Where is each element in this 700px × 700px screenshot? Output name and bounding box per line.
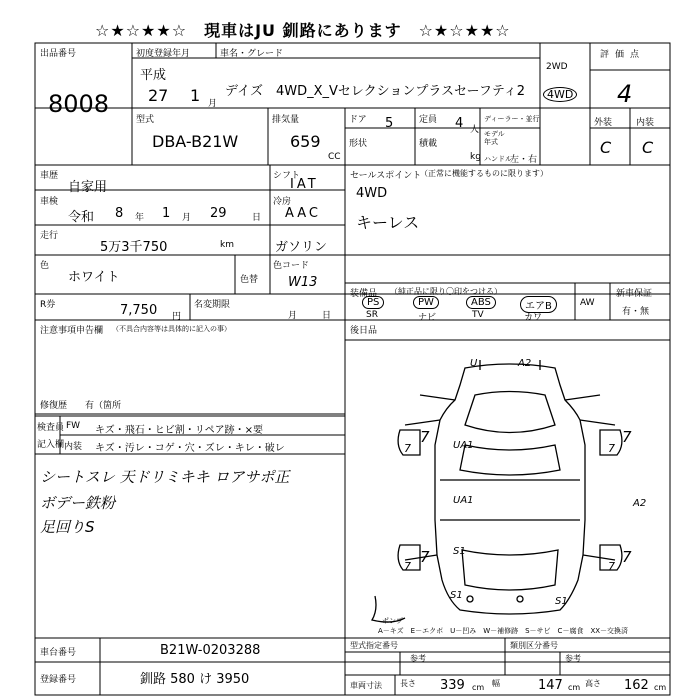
history-value: 自家用 [68,180,108,195]
inspection-day-unit: 日 [252,213,262,223]
inspection-month-unit: 月 [182,213,192,223]
inspector-label2: 記入欄 [37,440,65,450]
size-width: 147 [538,678,563,693]
doors-label: ドア [349,115,367,125]
registration-label: 初度登録年月 [136,49,191,59]
interior-value: C [642,138,654,157]
aircon-label: 冷房 [273,197,292,207]
capacity-value: 4 [455,116,464,131]
mileage-value: 5万3千750 [100,240,168,255]
class-value: 参考 [565,654,581,663]
size-length-label: 長さ [400,679,416,688]
car-name-value: デイズ 4WD_X_Vセレクションプラスセーフティ2 [225,84,526,99]
grade-label: 評価点 [600,50,646,60]
equipment-label: 装備品 [350,289,378,299]
diagram-mark: U [470,358,478,369]
size-width-unit: cm [568,683,581,692]
equip-alloy: カワ [524,313,543,323]
chassis-value: B21W-0203288 [160,643,261,658]
sales-line2: キーレス [356,213,420,232]
chassis-label: 車台番号 [40,648,77,658]
interior-label: 内装 [636,118,655,128]
displacement-value: 659 [290,132,321,151]
page-banner: ☆★☆★★☆ 現車はJU 釧路にあります ☆★☆★★☆ [95,21,511,40]
plate-label: 登録番号 [40,675,77,685]
diagram-mark: 7 [404,560,411,573]
model-value: DBA-B21W [152,132,239,151]
color-change-label: 色替 [240,275,259,285]
drive-4wd: 4WD [543,87,577,102]
spec-value: 参考 [410,654,426,663]
size-length-unit: cm [472,683,485,692]
equip-tv: TV [472,310,484,320]
car-diagram [372,360,622,622]
registration-month-unit: 月 [208,99,218,109]
diagram-mark: UA1 [453,440,474,451]
drive-2wd: 2WD [546,62,568,72]
inspector-row2: キズ・汚レ・コゲ・穴・ズレ・キレ・破レ [95,443,285,454]
recycle-unit: 円 [172,312,182,322]
equip-sr: SR [366,310,378,320]
registration-month: 1 [190,86,201,105]
registration-year: 27 [148,86,169,105]
inspection-era: 令和 [68,210,95,225]
capacity-label: 定員 [419,115,438,125]
inspector-row2-head: 内装 [64,442,83,452]
inspector-label1: 検査員 [37,423,65,433]
load-unit: kg [470,152,481,162]
inspection-year: 8 [115,206,124,221]
inspector-row1-head: FW [66,421,81,431]
equip-aw: AW [580,298,595,308]
equipment-note: （純正品に限り〇印をつける） [390,287,502,296]
diagram-mark: 7 [622,548,632,566]
recycle-label: R券 [40,300,56,310]
color-code-value: W13 [288,275,318,290]
displacement-label: 排気量 [272,115,300,125]
diagram-mark: A2 [633,498,647,509]
equip-ps: PS [362,296,384,309]
tax-month: 月 [288,311,298,321]
mileage-label: 走行 [40,231,59,241]
aircon-value: AAC [285,206,321,221]
diagram-legend: A－キズ E－エクボ U－凹み W－補修跡 S－サビ C－腐食 XX－交換済 [378,627,629,635]
load-label: 積載 [419,139,438,149]
diagram-mark: S1 [555,596,568,607]
history-label: 車歴 [40,171,59,181]
diagram-mark: UA1 [453,495,474,506]
inspection-year-unit: 年 [135,213,145,223]
diagram-mark: 7 [420,428,430,446]
size-height-label: 高さ [585,679,601,688]
diagram-mark: 7 [608,560,615,573]
registration-era: 平成 [140,68,167,83]
size-length: 339 [440,678,465,693]
grade-value: 4 [617,80,633,108]
shift-value: IAT [290,177,319,192]
diagram-mark: 7 [608,442,615,455]
color-code-label: 色コード [273,261,310,271]
diagram-mark: S1 [450,590,463,601]
equip-abs: ABS [466,296,496,309]
tax-day: 日 [322,311,332,321]
handwritten-line1: シートスレ 天ドリミキキ ロアサポ正 [40,468,290,486]
rear-seat-label: 後日品 [350,326,378,336]
diagram-spare: ポンプ [382,617,403,625]
size-width-label: 幅 [492,679,500,688]
displacement-unit: CC [328,152,341,162]
tax-label: 名変期限 [194,300,231,310]
notes-sub: （不具合内容等は具体的に記入の事） [112,325,231,333]
size-label: 車両寸法 [350,681,382,690]
repair-value: 有（箇所 [85,401,122,411]
shape-label: 形状 [349,139,368,149]
spec-label: 型式指定番号 [350,641,398,650]
diagram-mark: 7 [404,442,411,455]
dealer-model-year: モデル 年式 [484,130,505,146]
inspection-label: 車検 [40,197,59,207]
shift-label: シフト [273,171,301,181]
dealer-handle-label: ハンドル [484,155,512,163]
diagram-mark: 7 [622,428,632,446]
dealer-label: ディーラー・並行 [484,115,540,123]
dealer-handle-value: 左・右 [510,155,538,165]
recycle-value: 7,750 [120,303,158,318]
equip-pw: PW [413,296,439,309]
manual-label: 新車保証 [616,289,653,299]
equip-airbag: エアB [520,296,557,313]
inspection-day: 29 [210,206,227,221]
manual-value: 有・無 [622,307,650,317]
plate-value: 釧路 580 け 3950 [140,672,250,687]
notes-label: 注意事項申告欄 [40,326,104,336]
diagram-mark: 7 [420,548,430,566]
color-value: ホワイト [68,270,120,285]
fuel-value: ガソリン [275,240,328,255]
handwritten-line2: ボデー鉄粉 [40,494,116,512]
size-height: 162 [624,678,649,693]
capacity-unit: 人 [470,125,480,135]
diagram-mark: S1 [453,546,466,557]
mileage-unit: km [220,240,234,250]
doors-value: 5 [385,116,394,131]
lot-label: 出品番号 [40,49,77,59]
repair-label: 修復歴 [40,401,68,411]
inspection-month: 1 [162,206,171,221]
exterior-value: C [600,138,612,157]
size-height-unit: cm [654,683,667,692]
model-label: 型式 [136,115,155,125]
car-name-label: 車名・グレード [220,49,284,59]
inspector-row1: キズ・飛石・ヒビ割・リペア跡・×要 [95,425,263,436]
handwritten-line3: 足回りS [40,518,95,536]
diagram-mark: A2 [518,358,532,369]
sales-line1: 4WD [356,186,388,201]
sales-label: セールスポイント [350,171,422,181]
sales-note: （正常に機能するものに限ります） [420,169,548,178]
equip-navi: ナビ [418,313,437,323]
class-label: 類別区分番号 [510,641,558,650]
exterior-label: 外装 [594,118,613,128]
lot-number: 8008 [48,90,110,118]
color-label: 色 [40,261,50,271]
